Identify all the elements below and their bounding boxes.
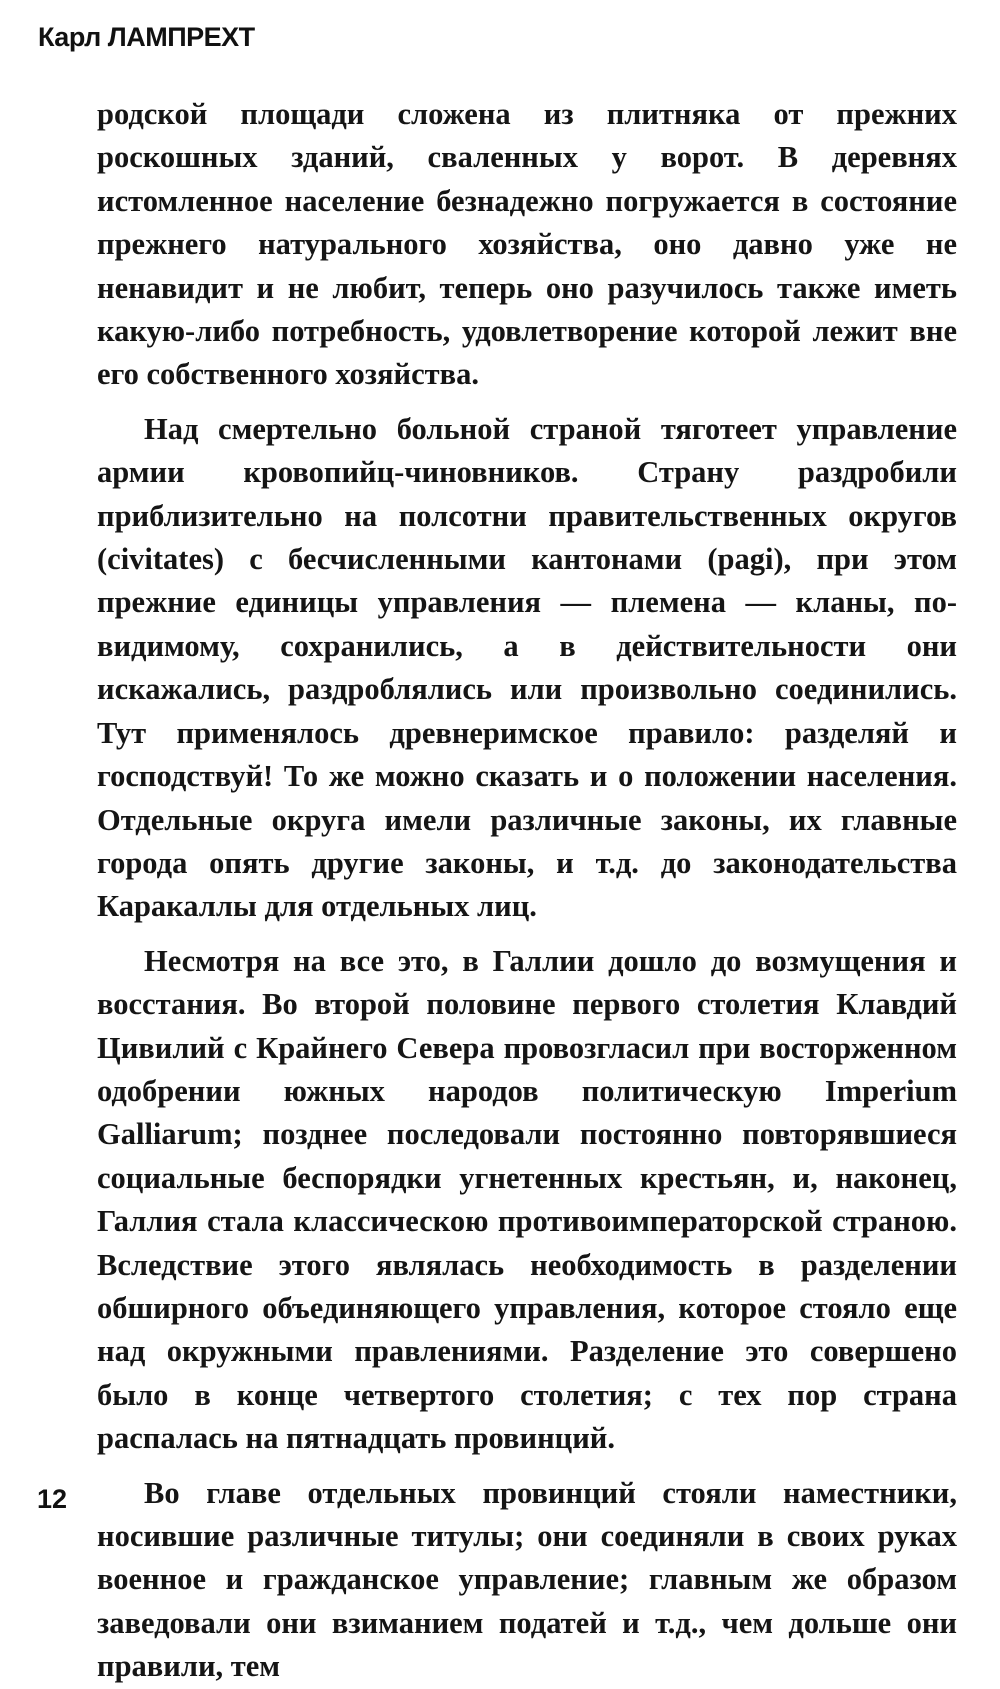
page-number: 12	[37, 1484, 68, 1514]
body-text	[97, 93, 957, 1689]
paragraph-continuation: родской площади сложена из плитняка от прежних роскошных зданий, сваленных у ворот. В деревнях истомленное население безнадежно погружается в состояние прежнего натурального хозяйства, оно давно уже не ненавидит и не любит, теперь оно разучилось также иметь какую-либо потребность, удовлетворение которой лежит вне его собственного хозяйства.	[97, 97, 957, 392]
paragraph: Над смертельно больной страной тяготеет управление армии кровопийц-чиновников. Страну раздробили приблизительно на полсотни правительственных округов (civitates) с бесчисленными кантонами (pagi), при этом прежние единицы управления — племена — кланы, по-видимому, сохранились, а в действительности они искажались, раздроблялись или произвольно соединились. Тут применялось древнеримское правило: разделяй и господствуй! То же можно сказать и о положении населения. Отдельные округа имели различные законы, их главные города опять другие законы, и т.д. до законодательства Каракаллы для отдельных лиц.	[97, 411, 957, 924]
paragraph: Несмотря на все это, в Галлии дошло до возмущения и восстания. Во второй половине первого столетия Клавдий Цивилий с Крайнего Севера провозгласил при восторженном одобрении южных народов политическую Imperium Galliarum; позднее последовали постоянно повторявшиеся социальные беспорядки угнетенных крестьян, и, наконец, Галлия стала классическою противоимператорской страною. Вследствие этого являлась необходимость в разделении обширного объединяющего управления, которое стояло еще над окружными правлениями. Разделение это совершено было в конце четвертого столетия; с тех пор страна распалась на пятнадцать провинций.	[97, 943, 957, 1456]
running-head: Карл ЛАМПРЕХТ	[38, 22, 255, 52]
paragraph: Во главе отдельных провинций стояли наместники, носившие различные титулы; они соединяли в своих руках военное и гражданское управление; главным же образом заведовали они взиманием податей и т.д., чем дольше они правили, тем	[97, 1475, 957, 1684]
